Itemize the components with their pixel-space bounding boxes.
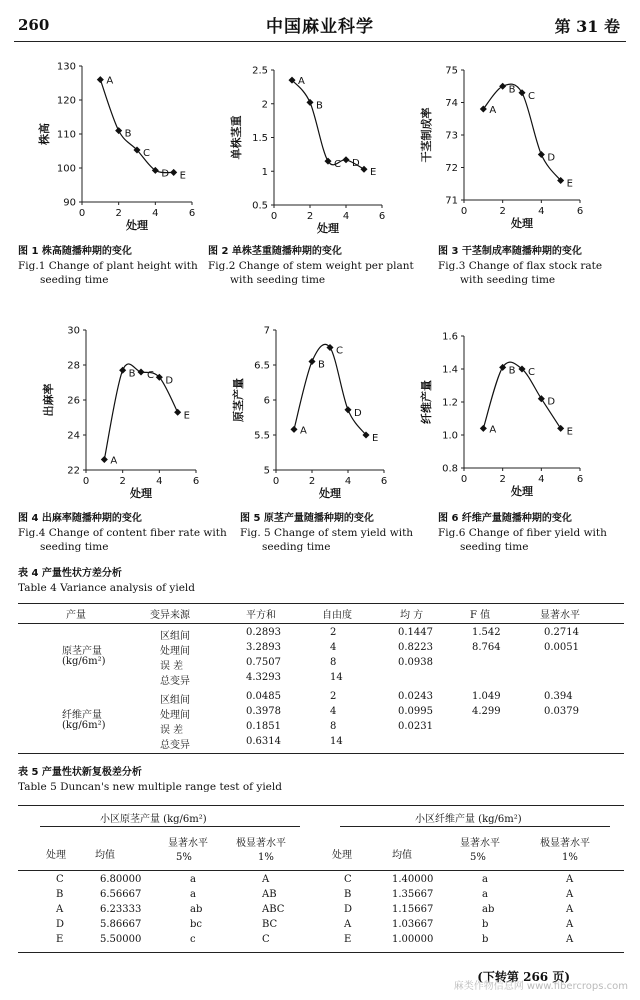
- table5-header: 处理: [46, 850, 66, 861]
- table5-cell: B: [344, 889, 352, 900]
- point-label: C: [147, 370, 154, 381]
- table4-cell: 0.8223: [398, 642, 433, 653]
- x-tick-label: 4: [344, 476, 352, 487]
- y-tick-label: 6.5: [254, 360, 270, 372]
- table5-cell: A: [566, 889, 574, 900]
- data-point: [499, 83, 506, 90]
- y-axis-label: 原茎产量: [232, 378, 245, 422]
- table5-cell: 5.50000: [100, 934, 142, 945]
- x-tick-label: 2: [115, 208, 122, 219]
- table4-cell: 14: [330, 736, 343, 747]
- point-label: B: [318, 359, 325, 371]
- caption-fig3: [438, 245, 628, 287]
- table5-cell: 1.00000: [392, 934, 434, 945]
- caption-cn: 图 6 纤维产量随播种期的变化: [438, 513, 572, 524]
- data-point: [518, 89, 525, 96]
- table4-cell: 0.0243: [398, 691, 433, 702]
- table5-cell: A: [344, 919, 352, 930]
- x-tick-label: 6: [188, 208, 196, 219]
- caption-cn: 图 4 出麻率随播种期的变化: [18, 513, 142, 524]
- table4-header: 显著水平: [540, 610, 580, 621]
- caption-en: Fig.1 Change of plant height with seeding time: [18, 260, 198, 286]
- y-tick-label: 130: [56, 61, 76, 73]
- x-axis-label: 处理: [317, 222, 339, 235]
- table5-header: 均值: [95, 850, 115, 861]
- table5-cell: A: [566, 934, 574, 945]
- x-tick-label: 0: [78, 208, 86, 219]
- point-label: E: [566, 426, 573, 438]
- y-tick-label: 71: [445, 195, 458, 207]
- x-tick-label: 0: [82, 476, 90, 487]
- table5-head-rule: [18, 870, 624, 871]
- point-label: D: [547, 396, 556, 408]
- table5-cell: BC: [262, 919, 278, 930]
- point-label: D: [547, 152, 556, 164]
- continued-note: (下转第 266 页): [477, 970, 570, 984]
- y-axis-label: 干茎制成率: [420, 107, 433, 163]
- table4-caption-cn: 表 4 产量性状方差分析: [18, 568, 122, 579]
- table5-header: 处理: [332, 850, 352, 861]
- y-tick-label: 74: [445, 98, 458, 109]
- caption-fig5: [240, 512, 430, 554]
- table5-cell: ab: [482, 904, 495, 915]
- table5-cell: E: [56, 934, 64, 945]
- y-tick-label: 7: [263, 325, 270, 337]
- y-tick-label: 30: [67, 325, 80, 337]
- point-label: D: [352, 157, 360, 169]
- x-tick-label: 6: [576, 206, 584, 217]
- data-point: [308, 358, 315, 365]
- point-label: A: [489, 105, 497, 116]
- x-tick-label: 4: [152, 208, 159, 219]
- y-tick-label: 1.0: [442, 430, 458, 442]
- table5-header: 极显著水平: [236, 838, 286, 849]
- x-tick-label: 4: [156, 476, 163, 487]
- table5-caption-cn: 表 5 产量性状新复极差分析: [18, 767, 142, 778]
- table5-cell: C: [344, 874, 352, 885]
- y-tick-label: 0.8: [442, 463, 458, 475]
- y-tick-label: 0.5: [252, 200, 268, 212]
- x-axis-label: 处理: [130, 487, 152, 500]
- point-label: D: [161, 168, 170, 180]
- table5-cell: a: [482, 874, 488, 885]
- table5-bottom-rule: [18, 952, 624, 953]
- table5-cell: 6.80000: [100, 874, 142, 885]
- point-label: A: [106, 75, 114, 87]
- caption-cn: 图 1 株高随播种期的变化: [18, 246, 132, 257]
- table5-header: 显著水平: [168, 838, 208, 849]
- x-tick-label: 6: [378, 211, 386, 222]
- table5-cell: E: [344, 934, 352, 945]
- table4-cell: 处理间: [160, 646, 190, 657]
- caption-cn: 图 3 干茎制成率随播种期的变化: [438, 246, 582, 257]
- table4-cell: 3.2893: [246, 642, 281, 653]
- point-label: B: [316, 100, 323, 112]
- table4-cell: 0.2893: [246, 627, 281, 638]
- table4-cell: 2: [330, 627, 337, 638]
- y-tick-label: 26: [67, 395, 80, 407]
- x-tick-label: 4: [538, 474, 545, 485]
- table5-header: 极显著水平: [540, 838, 590, 849]
- x-tick-label: 2: [308, 476, 316, 487]
- table5-cell: D: [344, 904, 353, 915]
- series-line: [292, 80, 364, 169]
- point-label: C: [528, 90, 535, 102]
- table5-right-subrule: [340, 826, 610, 827]
- x-tick-label: 2: [119, 476, 126, 487]
- table4-group-unit: (kg/6m²): [62, 720, 106, 731]
- y-tick-label: 1.2: [442, 397, 458, 409]
- table4-head-rule: [18, 623, 624, 624]
- table5-header: 1%: [258, 852, 274, 863]
- volume-label: 第 31 卷: [554, 17, 620, 36]
- table4-cell: 0.0995: [398, 706, 433, 717]
- x-tick-label: 2: [499, 474, 506, 485]
- y-tick-label: 24: [67, 430, 80, 442]
- caption-cn: 图 2 单株茎重随播种期的变化: [208, 246, 342, 257]
- table4-header: 产量: [66, 610, 86, 621]
- x-tick-label: 0: [270, 211, 278, 222]
- table5-cell: a: [482, 889, 488, 900]
- table5-cell: 1.15667: [392, 904, 434, 915]
- point-label: D: [165, 375, 174, 387]
- table4-cell: 4: [330, 642, 337, 653]
- point-label: E: [372, 433, 379, 444]
- y-tick-label: 72: [445, 163, 458, 174]
- x-tick-label: 6: [192, 476, 200, 487]
- table4-cell: 区组间: [160, 695, 190, 706]
- table5-cell: bc: [190, 919, 203, 930]
- x-tick-label: 4: [342, 211, 350, 222]
- table4-header: 自由度: [322, 610, 352, 621]
- table4-header: 均 方: [400, 610, 424, 621]
- data-point: [97, 76, 104, 83]
- table4-cell: 0.3978: [246, 706, 281, 717]
- table4-cell: 0.1851: [246, 721, 281, 732]
- point-label: E: [179, 170, 186, 182]
- y-tick-label: 2: [261, 99, 268, 111]
- y-tick-label: 75: [445, 65, 458, 77]
- table4-top-rule: [18, 603, 624, 604]
- table5-cell: B: [56, 889, 64, 900]
- table4-cell: 0.2714: [544, 627, 579, 638]
- x-axis-label: 处理: [319, 487, 341, 500]
- table5-cell: b: [482, 934, 489, 945]
- table4-header: 变异来源: [150, 610, 190, 621]
- caption-fig6: [438, 512, 628, 554]
- data-point: [480, 425, 487, 432]
- table5-cell: C: [262, 934, 270, 945]
- data-point: [101, 456, 108, 463]
- caption-fig2: [208, 245, 423, 287]
- table5-cell: A: [566, 919, 574, 930]
- point-label: A: [110, 455, 118, 467]
- point-label: C: [528, 367, 535, 378]
- caption-cn: 图 5 原茎产量随播种期的变化: [240, 513, 374, 524]
- data-point: [538, 151, 545, 158]
- table4-cell: 0.394: [544, 691, 573, 702]
- table5-header: 1%: [562, 852, 578, 863]
- series-line: [483, 84, 560, 180]
- x-tick-label: 2: [499, 206, 506, 217]
- x-tick-label: 2: [306, 211, 314, 222]
- point-label: C: [334, 159, 341, 171]
- table4-cell: 0.0051: [544, 642, 579, 653]
- point-label: A: [298, 76, 305, 88]
- data-point: [119, 367, 126, 374]
- caption-en: Fig.6 Change of fiber yield with seeding time: [438, 527, 607, 553]
- y-tick-label: 28: [67, 360, 80, 372]
- y-tick-label: 100: [56, 163, 76, 175]
- table4-cell: 0.0938: [398, 657, 433, 668]
- data-point: [360, 166, 367, 173]
- y-axis-label: 纤维产量: [420, 380, 433, 424]
- table5-header: 5%: [176, 852, 192, 863]
- y-tick-label: 1: [261, 166, 268, 178]
- y-axis-label: 单株茎重: [230, 115, 243, 160]
- point-label: E: [183, 410, 190, 422]
- table4-cell: 总变异: [160, 740, 190, 751]
- table5-left-subrule: [40, 826, 300, 827]
- point-label: B: [508, 84, 516, 96]
- table4-cell: 8: [330, 657, 337, 668]
- table4-cell: 0.0231: [398, 721, 433, 732]
- table4-cell: 1.049: [472, 691, 501, 702]
- table5-cell: a: [190, 874, 196, 885]
- table5-left-title: 小区原茎产量 (kg/6m²): [100, 814, 207, 825]
- y-tick-label: 22: [67, 465, 80, 477]
- table4-cell: 0.0485: [246, 691, 281, 702]
- watermark: 麻类作物信息网 www.fibercrops.com: [453, 981, 628, 992]
- table4-group-unit: (kg/6m²): [62, 656, 106, 667]
- x-tick-label: 6: [380, 476, 388, 487]
- table4-cell: 1.542: [472, 627, 501, 638]
- caption-en: Fig. 5 Change of stem yield with seeding time: [240, 527, 414, 553]
- table5-header: 显著水平: [460, 838, 500, 849]
- x-axis-label: 处理: [511, 217, 533, 230]
- table5-cell: 1.40000: [392, 874, 434, 885]
- table4-cell: 4: [330, 706, 337, 717]
- data-point: [174, 409, 181, 416]
- y-tick-label: 120: [56, 95, 76, 107]
- x-tick-label: 0: [272, 476, 280, 487]
- point-label: E: [566, 178, 573, 190]
- table5-right-title: 小区纤维产量 (kg/6m²): [415, 814, 522, 825]
- table4-header: 平方和: [246, 610, 276, 621]
- table5-cell: b: [482, 919, 489, 930]
- x-axis-label: 处理: [126, 219, 148, 232]
- table4-cell: 2: [330, 691, 337, 702]
- table4-cell: 0.7507: [246, 657, 281, 668]
- table4-cell: 4.299: [472, 706, 501, 717]
- table5-cell: C: [56, 874, 64, 885]
- point-label: E: [370, 167, 377, 179]
- table4-cell: 14: [330, 672, 343, 683]
- series-line: [294, 344, 366, 435]
- table5-cell: A: [566, 904, 574, 915]
- point-label: C: [336, 345, 343, 357]
- table5-cell: A: [262, 874, 270, 885]
- point-label: C: [143, 147, 150, 159]
- y-tick-label: 6: [263, 395, 270, 407]
- y-tick-label: 5.5: [254, 430, 270, 442]
- table4-cell: 0.1447: [398, 627, 433, 638]
- table5-cell: ab: [190, 904, 203, 915]
- y-tick-label: 5: [263, 465, 270, 477]
- caption-fig4: [18, 512, 233, 554]
- data-point: [344, 406, 351, 413]
- point-label: B: [124, 128, 132, 140]
- y-axis-label: 出麻率: [42, 383, 55, 417]
- table4-cell: 误 差: [160, 661, 184, 672]
- table5-cell: 1.03667: [392, 919, 434, 930]
- data-point: [137, 368, 144, 375]
- table5-header: 5%: [470, 852, 486, 863]
- table4-caption: [18, 566, 195, 596]
- x-tick-label: 6: [576, 474, 584, 485]
- table5-cell: D: [56, 919, 65, 930]
- y-tick-label: 1.6: [442, 331, 458, 343]
- table5-cell: c: [190, 934, 196, 945]
- data-point: [290, 426, 297, 433]
- table5-cell: 6.56667: [100, 889, 142, 900]
- point-label: D: [354, 407, 362, 419]
- point-label: A: [489, 424, 497, 436]
- data-point: [170, 169, 177, 176]
- data-point: [557, 425, 564, 432]
- table5-cell: AB: [262, 889, 277, 900]
- table4-cell: 误 差: [160, 725, 184, 736]
- journal-title: 中国麻业科学: [266, 17, 374, 37]
- table4-header: F 值: [470, 610, 491, 621]
- data-point: [115, 127, 122, 134]
- table4-group-name: 纤维产量: [62, 710, 102, 721]
- table5-cell: ABC: [262, 904, 285, 915]
- table5-cell: a: [190, 889, 196, 900]
- point-label: B: [128, 368, 136, 380]
- table4-cell: 4.3293: [246, 672, 281, 683]
- table5-caption-en: Table 5 Duncan's new multiple range test of yield: [18, 781, 282, 793]
- y-tick-label: 1.4: [442, 364, 458, 376]
- y-tick-label: 110: [56, 129, 76, 141]
- x-tick-label: 0: [460, 474, 468, 485]
- caption-en: Fig.2 Change of stem weight per plant with seeding time: [208, 260, 414, 286]
- table4-bottom-rule: [18, 753, 624, 754]
- table5-cell: A: [566, 874, 574, 885]
- series-line: [100, 80, 173, 173]
- data-point: [306, 99, 313, 106]
- table4-cell: 8.764: [472, 642, 501, 653]
- y-tick-label: 2.5: [252, 65, 268, 77]
- x-tick-label: 0: [460, 206, 468, 217]
- table5-top-rule: [18, 805, 624, 806]
- y-tick-label: 73: [445, 130, 458, 142]
- table5-caption: [18, 765, 282, 795]
- y-tick-label: 90: [63, 197, 76, 209]
- table4-caption-en: Table 4 Variance analysis of yield: [18, 582, 195, 594]
- table5-cell: 5.86667: [100, 919, 142, 930]
- table5-cell: 6.23333: [100, 904, 142, 915]
- table4-cell: 总变异: [160, 676, 190, 687]
- table5-cell: A: [56, 904, 64, 915]
- table4-cell: 处理间: [160, 710, 190, 721]
- x-axis-label: 处理: [511, 485, 533, 498]
- table4-cell: 0.0379: [544, 706, 579, 717]
- caption-en: Fig.4 Change of content fiber rate with seeding time: [18, 527, 227, 553]
- table5-header: 均值: [392, 850, 412, 861]
- point-label: B: [508, 365, 516, 377]
- table4-cell: 8: [330, 721, 337, 732]
- y-tick-label: 1.5: [252, 133, 268, 144]
- data-point: [342, 156, 349, 163]
- point-label: A: [300, 425, 307, 437]
- table4-cell: 区组间: [160, 631, 190, 642]
- table4-cell: 0.6314: [246, 736, 281, 747]
- table5-cell: 1.35667: [392, 889, 434, 900]
- caption-fig1: [18, 245, 208, 287]
- y-axis-label: 株高: [38, 123, 51, 145]
- page-number: 260: [18, 16, 50, 34]
- table4-group-name: 原茎产量: [62, 646, 102, 657]
- x-tick-label: 4: [538, 206, 545, 217]
- data-point: [538, 395, 545, 402]
- caption-en: Fig.3 Change of flax stock rate with seeding time: [438, 260, 603, 286]
